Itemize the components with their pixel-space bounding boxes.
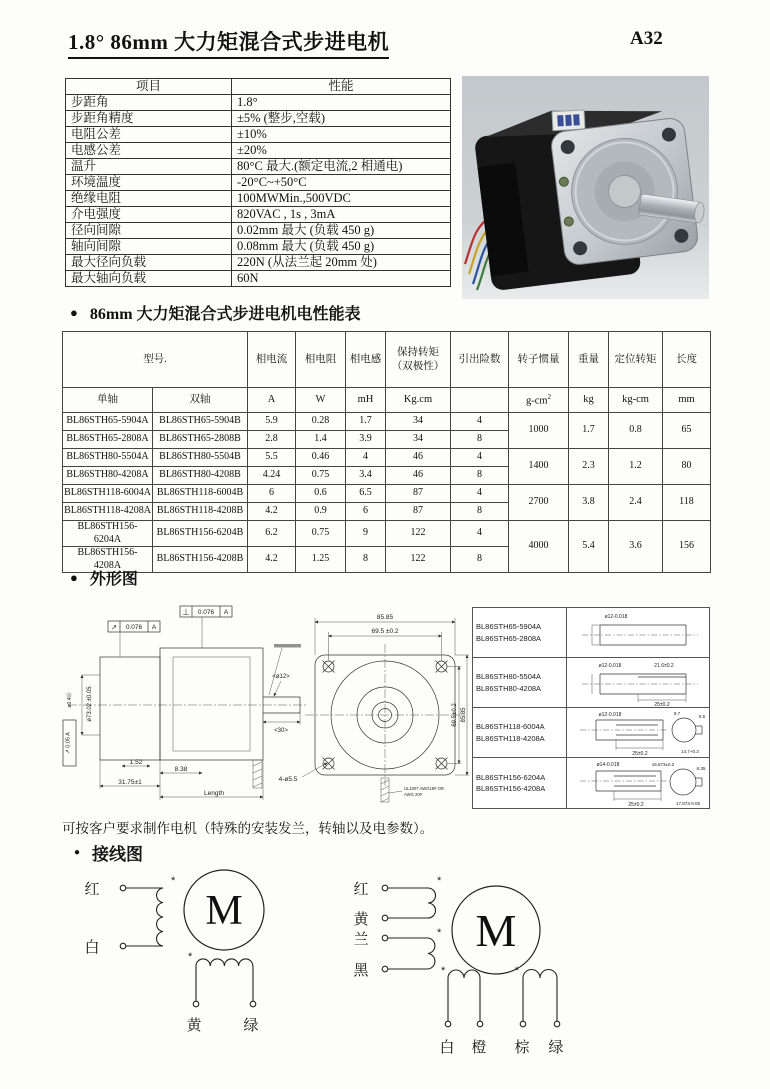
group-cell: 118 <box>663 485 711 521</box>
variant-shaft-drawing <box>568 659 708 707</box>
spec-item: 介电强度 <box>66 207 232 223</box>
cable-front <box>381 778 402 802</box>
dim-width-outer: 85.85 <box>376 614 394 621</box>
coil <box>428 938 435 969</box>
model-single: BL86STH65-2808A <box>63 431 153 449</box>
spec-row <box>66 239 451 255</box>
cell: 1.7 <box>346 413 386 431</box>
group-cell: 2.4 <box>609 485 663 521</box>
cell: 122 <box>386 547 451 573</box>
unit-inertia: $g-cm^2$ <box>509 388 569 413</box>
variant-row <box>473 658 709 708</box>
spec-value: ±5% (整步,空载) <box>232 111 451 127</box>
coil <box>523 970 557 979</box>
dim-runout: ø0.4Ⓜ <box>67 692 73 708</box>
svg-text:A: A <box>223 609 229 616</box>
unit-length: mm <box>663 388 711 413</box>
terminal <box>193 1001 199 1007</box>
bullet-icon: ● <box>74 847 81 858</box>
perf-data-row <box>63 449 711 467</box>
cell: 4.2 <box>248 547 296 573</box>
unit-detent: kg-cm <box>609 388 663 413</box>
cell: 2.8 <box>248 431 296 449</box>
cell: 4.24 <box>248 467 296 485</box>
spec-row <box>66 223 451 239</box>
group-cell: 1000 <box>509 413 569 449</box>
cable-side <box>253 760 262 788</box>
dim-length: Length <box>204 790 224 797</box>
variant-model: BL86STH80-4208A <box>476 683 542 693</box>
subheader-single-shaft: 单轴 <box>63 388 153 413</box>
terminal <box>445 1021 451 1027</box>
dim: 16.673±0.2 <box>651 762 675 767</box>
dim-holes: 4-ø5.5 <box>278 776 298 783</box>
wire-label-yellow: 黄 <box>186 1018 202 1034</box>
model-double: BL86STH65-5904B <box>153 413 248 431</box>
custom-note: 可按客户要求制作电机（特殊的安装发兰，转轴以及电参数）。 <box>62 821 434 836</box>
variant-models <box>473 608 567 657</box>
perf-data-row <box>63 485 711 503</box>
outline-drawing <box>62 600 470 814</box>
cell: 0.9 <box>296 503 346 521</box>
spec-value: 0.08mm 最大 (负载 450 g) <box>232 239 451 255</box>
spec-item: 步距角精度 <box>66 111 232 127</box>
screw <box>564 216 574 226</box>
spec-item: 环境温度 <box>66 175 232 191</box>
cell: 4.2 <box>248 503 296 521</box>
cell: 8 <box>451 503 509 521</box>
wire-label-green: 绿 <box>243 1018 259 1034</box>
cell: 6 <box>346 503 386 521</box>
cell: 0.28 <box>296 413 346 431</box>
terminal <box>477 1021 483 1027</box>
polarity-star: * <box>171 875 176 887</box>
cell: 0.75 <box>296 521 346 547</box>
variant-shaft-drawing <box>568 609 708 657</box>
model-single: BL86STH80-5504A <box>63 449 153 467</box>
dim: ø12-0.018 <box>598 662 622 669</box>
dim-shaft-dia: <ø12> <box>272 674 290 680</box>
cell: 8 <box>451 431 509 449</box>
front-dimensions <box>315 614 469 775</box>
cell: 0.6 <box>296 485 346 503</box>
model-double: BL86STH156-4208B <box>153 547 248 573</box>
cell: 6 <box>248 485 296 503</box>
variant-model: BL86STH65-2808A <box>476 633 542 643</box>
header-holding-torque: 保持转矩 （双极性） <box>386 332 451 388</box>
cell: 5.9 <box>248 413 296 431</box>
group-cell: 1400 <box>509 449 569 485</box>
spec-item: 最大轴向负载 <box>66 271 232 287</box>
bullet-icon: ● <box>70 304 78 320</box>
section-outline-title <box>70 566 138 589</box>
svg-text:A: A <box>151 624 157 631</box>
motor-photo-illustration <box>462 76 709 299</box>
group-cell: 65 <box>663 413 711 449</box>
header-lead-count: 引出险数 <box>451 332 509 388</box>
dim: 25±0.2 <box>628 802 644 807</box>
section-wiring-label: 接线图 <box>92 845 144 864</box>
fcf-left <box>108 621 160 657</box>
header-phase-inductance: 相电感 <box>346 332 386 388</box>
variant-models <box>473 708 567 757</box>
cell: 4 <box>451 449 509 467</box>
cell: 8 <box>451 467 509 485</box>
group-cell: 156 <box>663 521 711 573</box>
spec-item: 径向间隙 <box>66 223 232 239</box>
dim-width-holes: 69.5 ±0.2 <box>371 628 399 635</box>
group-cell: 2.3 <box>569 449 609 485</box>
model-single: BL86STH65-5904A <box>63 413 153 431</box>
motor-label-sticker <box>552 110 585 131</box>
section-perf-title <box>70 301 361 324</box>
coil <box>428 888 436 918</box>
group-cell: 80 <box>663 449 711 485</box>
spec-value: ±10% <box>232 127 451 143</box>
dim-3175: 31.75±1 <box>118 779 142 786</box>
terminal <box>120 885 126 891</box>
spec-item: 最大径向负载 <box>66 255 232 271</box>
body-outline <box>160 648 263 760</box>
spec-value: 220N (从法兰起 20mm 处) <box>232 255 451 271</box>
group-cell: 5.4 <box>569 521 609 573</box>
variant-shaft-drawing <box>568 759 708 807</box>
page-number: A32 <box>630 28 663 49</box>
motor-photo <box>462 76 709 299</box>
cell: 8 <box>346 547 386 573</box>
dim-838: 8.38 <box>174 766 188 773</box>
shaft-end-view <box>670 769 702 795</box>
svg-text:0.076: 0.076 <box>197 609 215 616</box>
dim-152: 1.52 <box>129 759 143 766</box>
svg-text:↗ 0.05 A: ↗ 0.05 A <box>65 732 72 754</box>
spec-table <box>65 78 451 287</box>
spec-header-row <box>66 79 451 95</box>
dim-shaft-len: <30> <box>274 728 288 734</box>
group-cell: 3.8 <box>569 485 609 521</box>
coil <box>448 970 480 978</box>
section-perf-label: 86mm 大力矩混合式步进电机电性能表 <box>89 306 361 323</box>
model-double: BL86STH156-6204B <box>153 521 248 547</box>
model-double: BL86STH118-4208B <box>153 503 248 521</box>
header-phase-current: 相电流 <box>248 332 296 388</box>
header-weight: 重量 <box>569 332 609 388</box>
spec-value: 0.02mm 最大 (负载 450 g) <box>232 223 451 239</box>
unit-resistance: W <box>296 388 346 413</box>
cell: 46 <box>386 449 451 467</box>
tiny-annotation <box>274 644 301 648</box>
spec-row <box>66 271 451 287</box>
spec-row <box>66 255 451 271</box>
polarity-star: * <box>437 927 442 939</box>
cell: 122 <box>386 521 451 547</box>
dim: 25±0.2 <box>632 750 648 757</box>
page-title: 1.8° 86mm 大力矩混合式步进电机 <box>68 26 389 59</box>
wire-label-orange: 橙 <box>471 1040 487 1056</box>
terminal <box>382 935 388 941</box>
header-length: 长度 <box>663 332 711 388</box>
polarity-star: * <box>515 965 520 977</box>
section-wiring-title <box>74 840 143 865</box>
dim: 17.873-0.05 <box>675 801 701 806</box>
terminal <box>382 885 388 891</box>
model-single: BL86STH156-4208A <box>63 547 153 573</box>
perf-data-row <box>63 521 711 547</box>
cable-note-line1: UL1007 AWG18# OR <box>404 786 444 791</box>
shaft-end-view <box>672 718 702 742</box>
wire-label-blue: 兰 <box>353 932 369 948</box>
header-phase-resistance: 相电阻 <box>296 332 346 388</box>
terminal <box>520 1021 526 1027</box>
screw <box>559 177 569 187</box>
cell: 1.25 <box>296 547 346 573</box>
variants-panel <box>472 607 710 809</box>
dim: ø12-0.018 <box>598 711 622 718</box>
cell: 87 <box>386 503 451 521</box>
model-double: BL86STH65-2808B <box>153 431 248 449</box>
cable-note-line2: AWG 20# <box>404 792 422 797</box>
spec-row <box>66 207 451 223</box>
dim-height-holes: 69.5±0.2 <box>452 703 458 727</box>
subheader-double-shaft: 双轴 <box>153 388 248 413</box>
unit-leads <box>451 388 509 413</box>
model-single: BL86STH156-6204A <box>63 521 153 547</box>
dim: 25±0.2 <box>654 701 670 707</box>
coil <box>196 959 253 966</box>
variant-model: BL86STH118-4208A <box>476 733 545 743</box>
terminal <box>554 1021 560 1027</box>
dim: 9.7 <box>673 710 681 716</box>
front-view <box>305 614 469 802</box>
polarity-star: * <box>188 951 193 963</box>
four-lead-diagram <box>84 870 264 1034</box>
motor-letter: M <box>205 888 243 934</box>
cell: 87 <box>386 485 451 503</box>
spec-item: 电阻公差 <box>66 127 232 143</box>
spec-item: 温升 <box>66 159 232 175</box>
spec-value: 100MWMin.,500VDC <box>232 191 451 207</box>
spec-row <box>66 159 451 175</box>
svg-text:⊥: ⊥ <box>182 607 190 617</box>
cell: 1.4 <box>296 431 346 449</box>
spec-value: 80°C 最大.(额定电流,2 相通电) <box>232 159 451 175</box>
perf-data-row <box>63 413 711 431</box>
spec-item: 绝缘电阻 <box>66 191 232 207</box>
spec-item: 步距角 <box>66 95 232 111</box>
cell: 6.2 <box>248 521 296 547</box>
fcf-bottom-left <box>63 720 76 766</box>
motor-letter: M <box>475 905 517 956</box>
model-single: BL86STH118-6004A <box>63 485 153 503</box>
spec-row <box>66 95 451 111</box>
perf-header-row <box>63 332 711 388</box>
unit-current: A <box>248 388 296 413</box>
cell: 0.75 <box>296 467 346 485</box>
wire-label-green: 绿 <box>548 1040 564 1056</box>
body-inner-line <box>173 657 250 751</box>
cell: 4 <box>346 449 386 467</box>
wire-label-white: 白 <box>84 940 100 956</box>
dim: 5.5 <box>698 713 706 719</box>
perf-units-row <box>63 388 711 413</box>
wire-label-black: 黑 <box>353 963 369 979</box>
variant-model: BL86STH80-5504A <box>476 672 542 682</box>
cell: 4 <box>451 521 509 547</box>
spec-value: 820VAC , 1s , 3mA <box>232 207 451 223</box>
cell: 34 <box>386 413 451 431</box>
wire-label-red: 红 <box>84 882 100 898</box>
header-model: 型号. <box>63 332 248 388</box>
unit-torque: Kg.cm <box>386 388 451 413</box>
cell: 6.5 <box>346 485 386 503</box>
variant-model: BL86STH65-5904A <box>476 622 542 632</box>
dim: ø14-0.018 <box>596 762 620 768</box>
cell: 3.9 <box>346 431 386 449</box>
group-cell: 4000 <box>509 521 569 573</box>
variant-models <box>473 758 567 808</box>
spec-item: 轴向间隙 <box>66 239 232 255</box>
dim-height-outer: 85.85 <box>461 707 467 723</box>
variant-model: BL86STH156-6204A <box>476 772 546 782</box>
model-double: BL86STH118-6004B <box>153 485 248 503</box>
group-cell: 2700 <box>509 485 569 521</box>
model-single: BL86STH118-4208A <box>63 503 153 521</box>
cell: 34 <box>386 431 451 449</box>
fcf-top <box>180 606 232 648</box>
variant-row <box>473 608 709 658</box>
group-cell: 3.6 <box>609 521 663 573</box>
variant-row <box>473 758 709 808</box>
group-cell: 0.8 <box>609 413 663 449</box>
svg-text:0.076: 0.076 <box>125 624 143 631</box>
section-outline-label: 外形图 <box>89 571 138 588</box>
spec-row <box>66 143 451 159</box>
header-detent-torque: 定位转矩 <box>609 332 663 388</box>
side-view <box>63 606 327 800</box>
spec-value: -20°C~+50°C <box>232 175 451 191</box>
wire-label-white: 白 <box>439 1040 455 1056</box>
wiring-diagrams <box>60 866 620 1084</box>
wire-label-yellow: 黄 <box>353 912 369 928</box>
terminal <box>250 1001 256 1007</box>
model-double: BL86STH80-4208B <box>153 467 248 485</box>
cell: 3.4 <box>346 467 386 485</box>
terminal <box>382 915 388 921</box>
performance-table <box>62 331 711 573</box>
variant-shaft-drawing <box>568 709 708 757</box>
unit-weight: kg <box>569 388 609 413</box>
variant-models <box>473 658 567 707</box>
spec-row <box>66 191 451 207</box>
polarity-star: * <box>441 965 446 977</box>
polarity-star: * <box>437 875 442 887</box>
dim-pilot-dia: ø73.02 ±0.05 <box>87 686 93 722</box>
terminal <box>382 966 388 972</box>
wire-label-brown: 棕 <box>514 1040 530 1056</box>
spec-item: 电感公差 <box>66 143 232 159</box>
group-cell: 1.2 <box>609 449 663 485</box>
cell: 5.5 <box>248 449 296 467</box>
model-single: BL86STH80-4208A <box>63 467 153 485</box>
svg-text:↗: ↗ <box>111 624 117 632</box>
spec-value: 1.8° <box>232 95 451 111</box>
model-double: BL86STH80-5504B <box>153 449 248 467</box>
spec-row <box>66 111 451 127</box>
wire-label-red: 红 <box>353 882 369 898</box>
bullet-icon: ● <box>70 569 78 585</box>
spec-col-item: 项目 <box>66 79 232 95</box>
eight-lead-diagram <box>353 875 563 1056</box>
terminal <box>120 943 126 949</box>
cell: 46 <box>386 467 451 485</box>
cell: 4 <box>451 413 509 431</box>
dim: ø12-0.018 <box>604 613 628 620</box>
side-dimensions <box>66 644 301 800</box>
unit-inductance: mH <box>346 388 386 413</box>
variant-model: BL86STH118-6004A <box>476 722 545 732</box>
spec-row <box>66 175 451 191</box>
spec-row <box>66 127 451 143</box>
cell: 4 <box>451 485 509 503</box>
flange-outline <box>100 657 160 760</box>
spec-col-perf: 性能 <box>232 79 451 95</box>
header-rotor-inertia: 转子惯量 <box>509 332 569 388</box>
cell: 8 <box>451 547 509 573</box>
cell: 9 <box>346 521 386 547</box>
spec-value: 60N <box>232 271 451 287</box>
variant-model: BL86STH156-4208A <box>476 784 546 793</box>
cell: 0.46 <box>296 449 346 467</box>
dim: 6.35 <box>696 766 706 771</box>
variant-row <box>473 708 709 758</box>
dim: 14.7+0.3 <box>681 748 699 754</box>
coil <box>157 888 163 946</box>
dim: 21.6±0.2 <box>654 662 674 669</box>
group-cell: 1.7 <box>569 413 609 449</box>
spec-value: ±20% <box>232 143 451 159</box>
